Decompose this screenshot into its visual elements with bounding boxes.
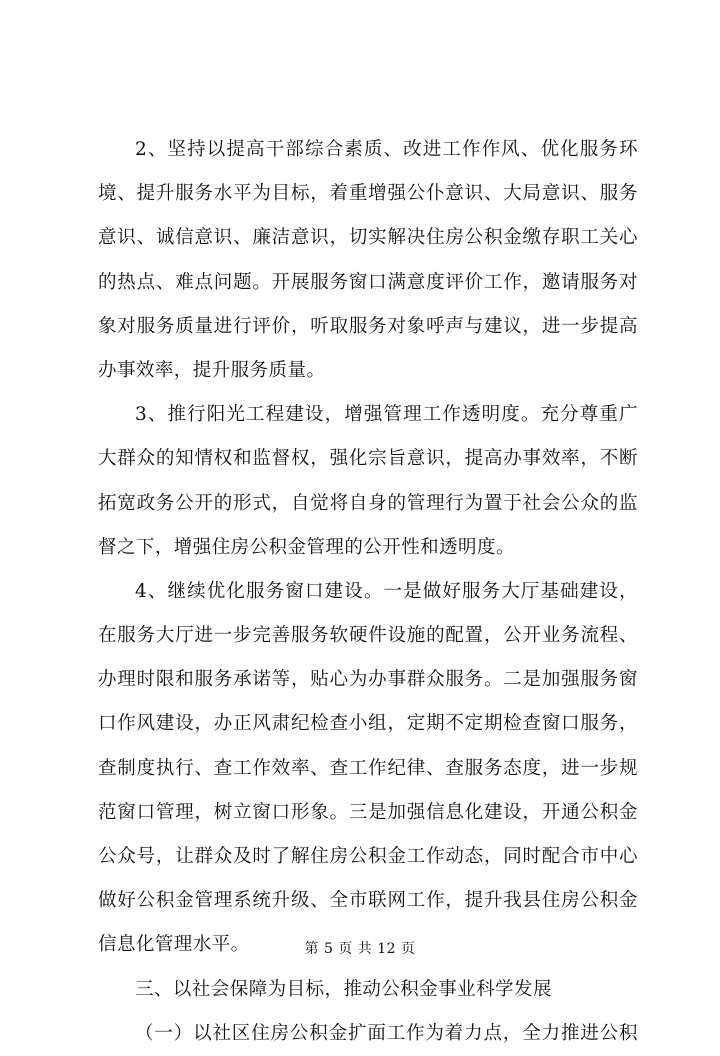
text-line: 办事效率，提升服务质量。 bbox=[98, 359, 326, 381]
text-line: 4、继续优化服务窗口建设。一是做好服务大厅基础建设， bbox=[135, 580, 638, 602]
text-line: 做好公积金管理系统升级、全市联网工作，提升我县住房公积金 bbox=[98, 890, 638, 912]
text-line: 信息化管理水平。 bbox=[98, 934, 250, 956]
text-line: 督之下，增强住房公积金管理的公开性和透明度。 bbox=[98, 536, 515, 558]
text-line: 口作风建设，办正风肃纪检查小组，定期不定期检查窗口服务， bbox=[98, 713, 638, 735]
text-line: 2、坚持以提高干部综合素质、改进工作作风、优化服务环 bbox=[135, 139, 638, 160]
text-line: 范窗口管理，树立窗口形象。三是加强信息化建设，开通公积金 bbox=[98, 801, 638, 823]
text-line: 意识、诚信意识、廉洁意识，切实解决住房公积金缴存职工关心 bbox=[98, 227, 638, 249]
section-heading: 三、以社会保障为目标，推动公积金事业科学发展 bbox=[135, 978, 552, 1000]
text-line: 公众号，让群众及时了解住房公积金工作动态，同时配合市中心 bbox=[98, 846, 638, 867]
text-line: 3、推行阳光工程建设，增强管理工作透明度。充分尊重广 bbox=[135, 404, 638, 426]
text-line: 大群众的知情权和监督权，强化宗旨意识，提高办事效率，不断 bbox=[98, 448, 638, 470]
text-line: 在服务大厅进一步完善服务软硬件设施的配置，公开业务流程、 bbox=[98, 625, 638, 647]
page-footer: 第 5 页 共 12 页 bbox=[304, 941, 416, 957]
text-line: 查制度执行、查工作效率、查工作纪律、查服务态度，进一步规 bbox=[98, 757, 638, 779]
text-line: 办理时限和服务承诺等，贴心为办事群众服务。二是加强服务窗 bbox=[98, 669, 638, 691]
text-line: 象对服务质量进行评价，听取服务对象呼声与建议，进一步提高 bbox=[98, 315, 638, 337]
text-line: 境、提升服务水平为目标，着重增强公仆意识、大局意识、服务 bbox=[98, 183, 638, 205]
text-line: 的热点、难点问题。开展服务窗口满意度评价工作，邀请服务对 bbox=[98, 271, 638, 293]
text-line: 拓宽政务公开的形式，自觉将自身的管理行为置于社会公众的监 bbox=[98, 492, 638, 514]
subsection-heading: （一）以社区住房公积金扩面工作为着力点，全力推进公积 bbox=[135, 1022, 638, 1044]
body-text bbox=[98, 128, 638, 1056]
